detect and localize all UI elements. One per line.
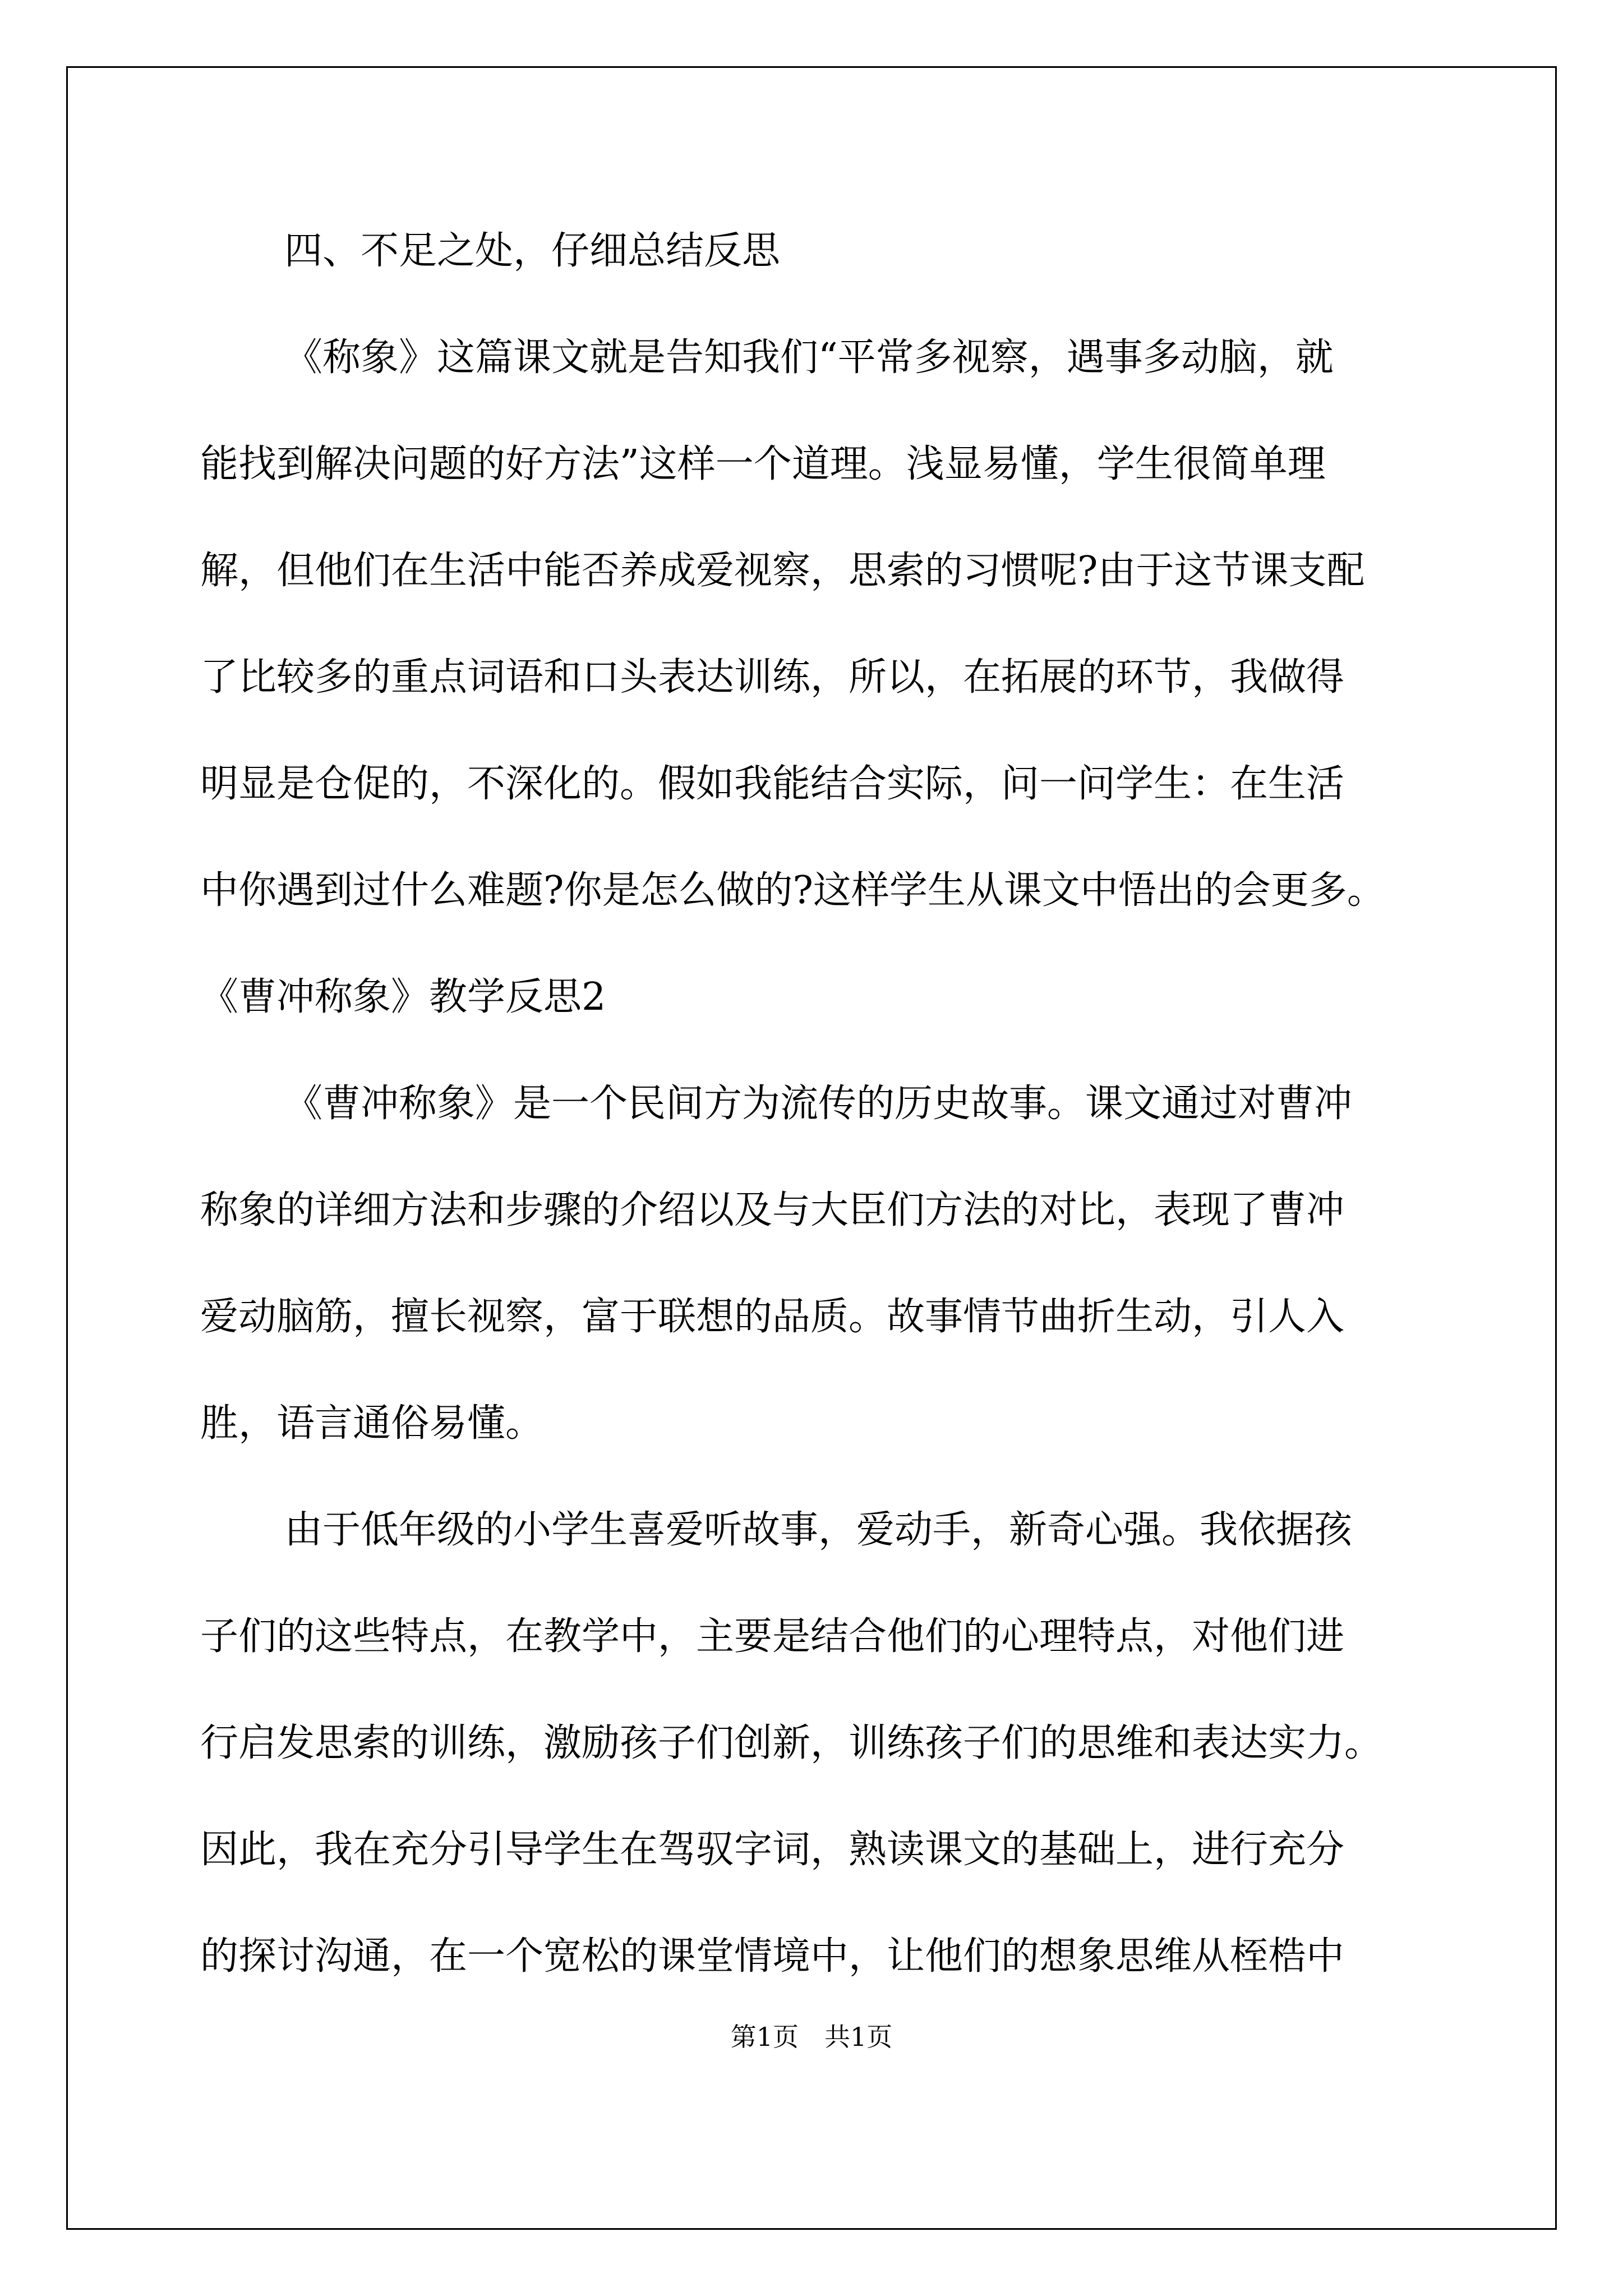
paragraph-line: 了比较多的重点词语和口头表达训练，所以，在拓展的环节，我做得 [200, 655, 1345, 700]
paragraph-line: 中你遇到过什么难题?你是怎么做的?这样学生从课文中悟出的会更多。 [200, 868, 1385, 913]
page-border [66, 66, 1557, 2230]
paragraph-line: 《曹冲称象》是一个民间方为流传的历史故事。课文通过对曹冲 [284, 1082, 1353, 1126]
paragraph-line: 行启发思索的训练，激励孩子们创新，训练孩子们的思维和表达实力。 [200, 1721, 1383, 1765]
paragraph-line: 由于低年级的小学生喜爱听故事，爱动手，新奇心强。我依据孩 [284, 1508, 1353, 1552]
page-number: 第1页 共1页 [730, 2022, 893, 2052]
paragraph-line: 《称象》这篇课文就是告知我们“平常多视察，遇事多动脑，就 [284, 335, 1334, 380]
paragraph-line: 胜，语言通俗易懂。 [200, 1401, 544, 1446]
paragraph-line: 爱动脑筋，擅长视察，富于联想的品质。故事情节曲折生动，引人入 [200, 1295, 1345, 1339]
paragraph-line: 称象的详细方法和步骤的介绍以及与大臣们方法的对比，表现了曹冲 [200, 1188, 1345, 1232]
paragraph-line: 解，但他们在生活中能否养成爱视察，思索的习惯呢?由于这节课支配 [200, 549, 1365, 593]
paragraph-line: 的探讨沟通，在一个宽松的课堂情境中，让他们的想象思维从桎梏中 [200, 1934, 1345, 1978]
paragraph-line: 能找到解决问题的好方法”这样一个道理。浅显易懂，学生很简单理 [200, 442, 1326, 486]
paragraph-line: 明显是仓促的，不深化的。假如我能结合实际，问一问学生：在生活 [200, 762, 1345, 806]
paragraph-line: 因此，我在充分引导学生在驾驭字词，熟读课文的基础上，进行充分 [200, 1828, 1345, 1872]
paragraph-line: 子们的这些特点，在教学中，主要是结合他们的心理特点，对他们进 [200, 1614, 1345, 1659]
section-heading: 四、不足之处，仔细总结反思 [284, 229, 781, 273]
section-title: 《曹冲称象》教学反思2 [200, 975, 606, 1019]
